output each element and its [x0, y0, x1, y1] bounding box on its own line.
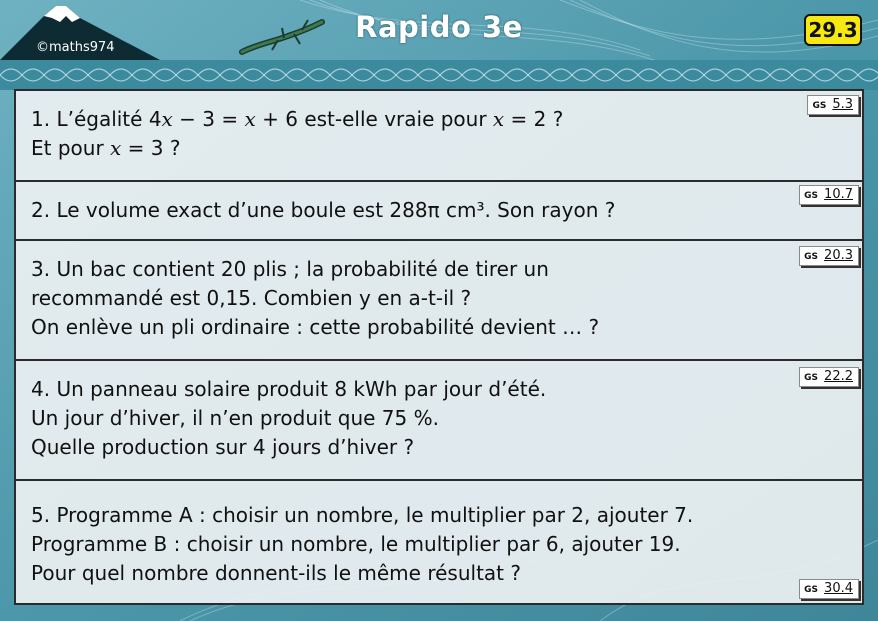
- text-segment: + 6 est-elle vraie pour: [255, 107, 493, 131]
- skill-prefix: GS: [812, 101, 827, 111]
- page-title: Rapido 3e: [355, 10, 523, 44]
- skill-prefix: GS: [804, 252, 819, 262]
- questions-panel: [14, 89, 864, 605]
- skill-tag: [799, 246, 859, 266]
- skill-tag: [799, 367, 859, 387]
- skill-tag: [807, 95, 859, 115]
- skill-code: 22.2: [824, 369, 853, 384]
- question-line: 3. Un bac contient 20 plis ; la probabilité de tirer un: [31, 257, 549, 281]
- text-segment: = 3 ?: [121, 136, 181, 160]
- question-5: [16, 481, 862, 603]
- question-4: [16, 361, 862, 481]
- skill-prefix: GS: [804, 191, 819, 201]
- skill-code: 30.4: [824, 581, 853, 596]
- skill-code: 20.3: [824, 248, 853, 263]
- question-line: 5. Programme A : choisir un nombre, le multiplier par 2, ajouter 7.: [31, 503, 694, 527]
- question-line: 4. Un panneau solaire produit 8 kWh par jour d’été.: [31, 377, 547, 401]
- question-line: Un jour d’hiver, il n’en produit que 75 %.: [31, 406, 439, 430]
- text-segment: − 3 =: [172, 107, 245, 131]
- question-1: [16, 91, 862, 182]
- question-line: [31, 105, 862, 134]
- skill-code: 10.7: [824, 187, 853, 202]
- question-2: [16, 182, 862, 241]
- math-variable: 𝑥: [244, 107, 256, 131]
- skill-prefix: GS: [804, 373, 819, 383]
- question-line: 2. Le volume exact d’une boule est 288π cm³. Son rayon ?: [31, 198, 616, 222]
- question-line: recommandé est 0,15. Combien y en a-t-il ?: [31, 286, 472, 310]
- header: [0, 0, 878, 62]
- text-segment: 1. L’égalité 4: [31, 107, 162, 131]
- math-variable: 𝑥: [161, 107, 173, 131]
- question-line: [31, 134, 862, 163]
- math-variable: 𝑥: [492, 107, 505, 131]
- logo-text: ©maths974: [36, 40, 115, 55]
- question-line: On enlève un pli ordinaire : cette probabilité devient … ?: [31, 315, 600, 339]
- question-line: Pour quel nombre donnent-ils le même résultat ?: [31, 561, 521, 585]
- question-3: [16, 241, 862, 361]
- skill-tag: [799, 579, 859, 599]
- skill-tag: [799, 185, 859, 205]
- ornamental-band: [0, 60, 878, 90]
- question-line: Programme B : choisir un nombre, le multiplier par 6, ajouter 19.: [31, 532, 681, 556]
- text-segment: = 2 ?: [504, 107, 564, 131]
- question-line: Quelle production sur 4 jours d’hiver ?: [31, 435, 415, 459]
- math-variable: 𝑥: [110, 136, 122, 160]
- skill-code: 5.3: [832, 97, 853, 112]
- text-segment: Et pour: [31, 136, 111, 160]
- exercise-number-badge: 29.3: [804, 14, 862, 46]
- skill-prefix: GS: [804, 585, 819, 595]
